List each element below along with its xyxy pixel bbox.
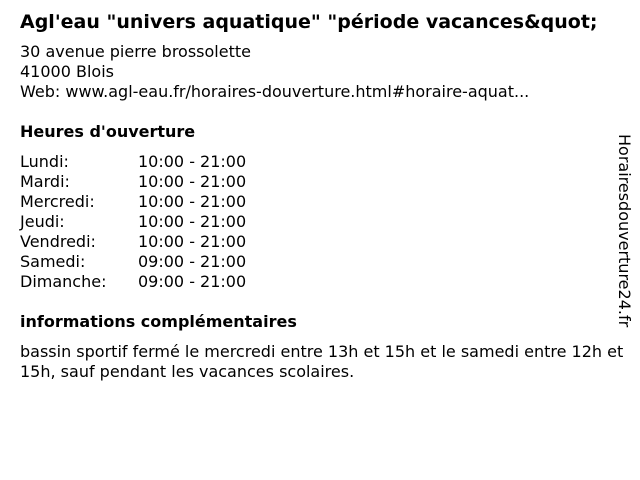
address-street: 30 avenue pierre brossolette (20, 42, 251, 61)
hours-row-sunday (20, 272, 620, 292)
hours-row-wednesday (20, 192, 620, 212)
page-title: Agl'eau "univers aquatique" "période vacances&quot; (20, 11, 598, 33)
time-range: 10:00 - 21:00 (138, 212, 247, 231)
day-label: Mardi: (20, 172, 70, 191)
day-label: Samedi: (20, 252, 86, 271)
hours-row-friday (20, 232, 620, 252)
hours-row-tuesday (20, 172, 620, 192)
day-label: Lundi: (20, 152, 69, 171)
time-range: 10:00 - 21:00 (138, 232, 247, 251)
hours-table (20, 152, 620, 292)
hours-row-monday (20, 152, 620, 172)
listing-card (20, 10, 624, 382)
hours-row-thursday (20, 212, 620, 232)
info-text: bassin sportif fermé le mercredi entre 13h et 15h et le samedi entre 12h et 15h, sauf pendant les vacances scolaires. (20, 342, 624, 381)
brand-watermark: Horairesdouverture24.fr (615, 134, 634, 328)
day-label: Jeudi: (20, 212, 65, 231)
time-range: 09:00 - 21:00 (138, 272, 247, 291)
address-city: 41000 Blois (20, 62, 114, 81)
time-range: 09:00 - 21:00 (138, 252, 247, 271)
hours-row-saturday (20, 252, 620, 272)
info-heading: informations complémentaires (20, 312, 297, 331)
hours-heading: Heures d'ouverture (20, 122, 196, 141)
day-label: Dimanche: (20, 272, 107, 291)
website-link[interactable]: Web: www.agl-eau.fr/horaires-douverture.html#horaire-aquat... (20, 82, 530, 101)
day-label: Mercredi: (20, 192, 95, 211)
day-label: Vendredi: (20, 232, 96, 251)
time-range: 10:00 - 21:00 (138, 192, 247, 211)
time-range: 10:00 - 21:00 (138, 172, 247, 191)
address-block (20, 42, 620, 102)
time-range: 10:00 - 21:00 (138, 152, 247, 171)
